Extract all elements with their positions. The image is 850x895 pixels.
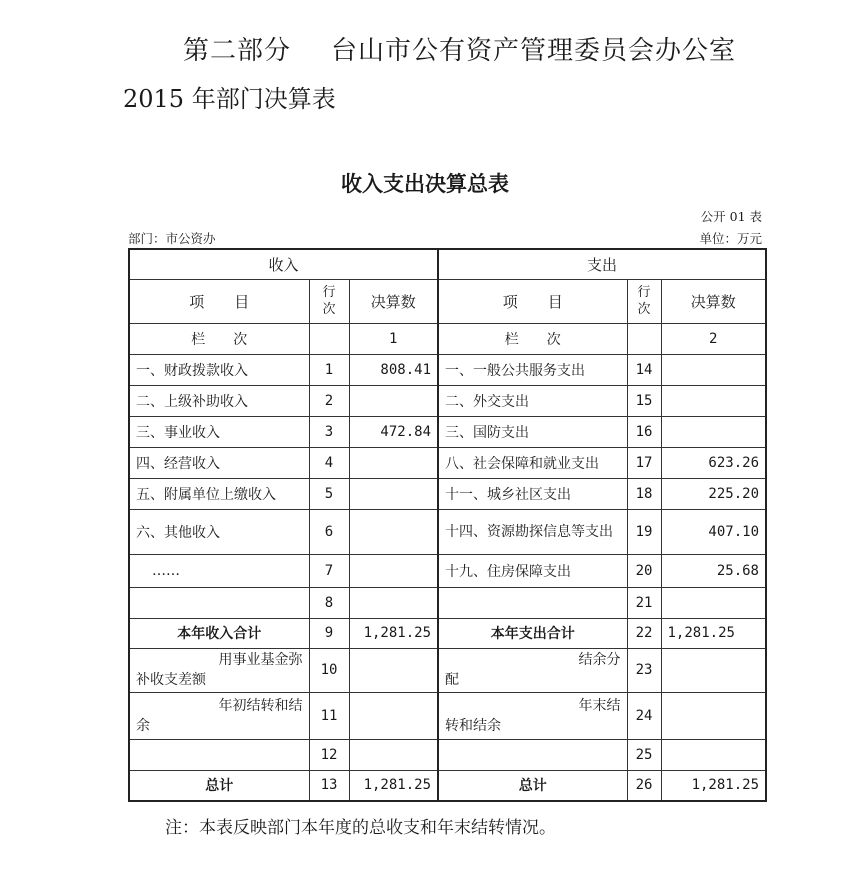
income-row-no: 10 xyxy=(309,648,349,692)
income-row-no: 6 xyxy=(309,509,349,554)
income-subtotal-value: 1,281.25 xyxy=(349,618,438,648)
income-value: 808.41 xyxy=(349,354,438,385)
income-value xyxy=(349,554,438,587)
expense-item-header: 项 目 xyxy=(438,279,627,323)
table-row xyxy=(129,692,766,739)
expense-row-no: 18 xyxy=(627,478,661,509)
income-row-no: 9 xyxy=(309,618,349,648)
table-row-total xyxy=(129,770,766,801)
income-item xyxy=(129,739,309,770)
income-total-label: 总计 xyxy=(129,770,309,801)
income-value xyxy=(349,478,438,509)
column-header-row xyxy=(129,279,766,323)
income-row-no: 13 xyxy=(309,770,349,801)
table-row xyxy=(129,509,766,554)
income-row-no: 2 xyxy=(309,385,349,416)
expense-row-no: 16 xyxy=(627,416,661,447)
section-header-row xyxy=(129,249,766,279)
income-row-no: 7 xyxy=(309,554,349,587)
table-title: 收入支出决算总表 xyxy=(341,171,509,196)
row-no-header-bottom: 次 xyxy=(322,302,336,317)
expense-item xyxy=(438,587,627,618)
income-row-no: 11 xyxy=(309,692,349,739)
income-value xyxy=(349,648,438,692)
expense-item: 八、社会保障和就业支出 xyxy=(438,447,627,478)
expense-item: 二、外交支出 xyxy=(438,385,627,416)
expense-item: 十一、城乡社区支出 xyxy=(438,478,627,509)
expense-value xyxy=(661,416,766,447)
footnote: 注：本表反映部门本年度的总收支和年末结转情况。 xyxy=(165,818,556,838)
expense-total-value: 1,281.25 xyxy=(661,770,766,801)
expense-item-line1: 年末结 xyxy=(578,697,621,714)
column-number-row xyxy=(129,323,766,354)
expense-row-no: 26 xyxy=(627,770,661,801)
expense-value xyxy=(661,587,766,618)
row-no-header-top: 行 xyxy=(322,285,336,300)
organization-name: 台山市公有资产管理委员会办公室 xyxy=(331,36,737,66)
department-label: 部门：市公资办 xyxy=(128,231,216,246)
expense-row-no: 24 xyxy=(627,692,661,739)
income-column-number: 1 xyxy=(349,323,438,354)
table-row xyxy=(129,587,766,618)
expense-row-no: 14 xyxy=(627,354,661,385)
expense-subtotal-value: 1,281.25 xyxy=(661,618,766,648)
table-row xyxy=(129,385,766,416)
income-subtotal-label: 本年收入合计 xyxy=(129,618,309,648)
unit-label: 单位：万元 xyxy=(699,231,762,246)
income-total-value: 1,281.25 xyxy=(349,770,438,801)
empty-cell xyxy=(309,323,349,354)
expense-value xyxy=(661,385,766,416)
table-row xyxy=(129,447,766,478)
income-row-no: 1 xyxy=(309,354,349,385)
expense-value xyxy=(661,354,766,385)
table-row xyxy=(129,739,766,770)
income-row-no: 5 xyxy=(309,478,349,509)
expense-item xyxy=(438,692,627,739)
table-row xyxy=(129,354,766,385)
income-value xyxy=(349,447,438,478)
income-item: 三、事业收入 xyxy=(129,416,309,447)
expense-column-label: 栏 次 xyxy=(438,323,627,354)
expense-row-no: 15 xyxy=(627,385,661,416)
income-value: 472.84 xyxy=(349,416,438,447)
income-item-line2: 余 xyxy=(136,717,150,734)
table-row xyxy=(129,416,766,447)
table-row xyxy=(129,478,766,509)
expense-row-no: 25 xyxy=(627,739,661,770)
expense-row-no: 23 xyxy=(627,648,661,692)
expense-value xyxy=(661,739,766,770)
income-item: 二、上级补助收入 xyxy=(129,385,309,416)
income-row-no-header xyxy=(309,279,349,323)
expense-value-header: 决算数 xyxy=(661,279,766,323)
expense-item-line2: 转和结余 xyxy=(445,717,501,734)
expense-header: 支出 xyxy=(438,249,766,279)
income-item: 四、经营收入 xyxy=(129,447,309,478)
income-item-line1: 用事业基金弥 xyxy=(218,652,303,668)
expense-row-no: 22 xyxy=(627,618,661,648)
income-item xyxy=(129,692,309,739)
expense-value: 225.20 xyxy=(661,478,766,509)
expense-item: 十九、住房保障支出 xyxy=(438,554,627,587)
empty-cell xyxy=(627,323,661,354)
income-row-no: 3 xyxy=(309,416,349,447)
income-item-header: 项 目 xyxy=(129,279,309,323)
expense-subtotal-label: 本年支出合计 xyxy=(438,618,627,648)
income-row-no: 8 xyxy=(309,587,349,618)
income-expense-table xyxy=(128,248,767,802)
income-item xyxy=(129,587,309,618)
expense-column-number: 2 xyxy=(661,323,766,354)
income-header: 收入 xyxy=(129,249,438,279)
income-item: 五、附属单位上缴收入 xyxy=(129,478,309,509)
form-code: 公开 01 表 xyxy=(700,209,762,224)
expense-value: 25.68 xyxy=(661,554,766,587)
expense-item: 一、一般公共服务支出 xyxy=(438,354,627,385)
expense-value xyxy=(661,648,766,692)
expense-item xyxy=(438,739,627,770)
income-column-label: 栏 次 xyxy=(129,323,309,354)
part-label: 第二部分 xyxy=(183,36,292,66)
expense-item-line2: 配 xyxy=(445,672,459,688)
income-value xyxy=(349,509,438,554)
income-row-no: 12 xyxy=(309,739,349,770)
expense-row-no: 17 xyxy=(627,447,661,478)
part-title xyxy=(183,30,736,67)
income-item-ellipsis: …… xyxy=(129,554,309,587)
table-row-subtotal xyxy=(129,618,766,648)
income-value xyxy=(349,385,438,416)
expense-item: 三、国防支出 xyxy=(438,416,627,447)
expense-item xyxy=(438,648,627,692)
income-item xyxy=(129,648,309,692)
expense-row-no: 21 xyxy=(627,587,661,618)
income-value-header: 决算数 xyxy=(349,279,438,323)
income-value xyxy=(349,587,438,618)
income-value xyxy=(349,692,438,739)
row-no-header-bottom: 次 xyxy=(637,302,651,317)
income-value xyxy=(349,739,438,770)
expense-total-label: 总计 xyxy=(438,770,627,801)
income-item: 一、财政拨款收入 xyxy=(129,354,309,385)
expense-row-no-header xyxy=(627,279,661,323)
income-item-line1: 年初结转和结 xyxy=(218,697,303,714)
expense-value: 407.10 xyxy=(661,509,766,554)
expense-item: 十四、资源勘探信息等支出 xyxy=(438,509,627,554)
expense-item-line1: 结余分 xyxy=(578,652,621,668)
row-no-header-top: 行 xyxy=(637,285,651,300)
table-row xyxy=(129,554,766,587)
expense-value xyxy=(661,692,766,739)
income-item-line2: 补收支差额 xyxy=(136,672,206,688)
income-row-no: 4 xyxy=(309,447,349,478)
expense-row-no: 20 xyxy=(627,554,661,587)
income-item: 六、其他收入 xyxy=(129,509,309,554)
expense-value: 623.26 xyxy=(661,447,766,478)
expense-row-no: 19 xyxy=(627,509,661,554)
document-subtitle: 2015 年部门决算表 xyxy=(123,85,336,113)
table-row xyxy=(129,648,766,692)
